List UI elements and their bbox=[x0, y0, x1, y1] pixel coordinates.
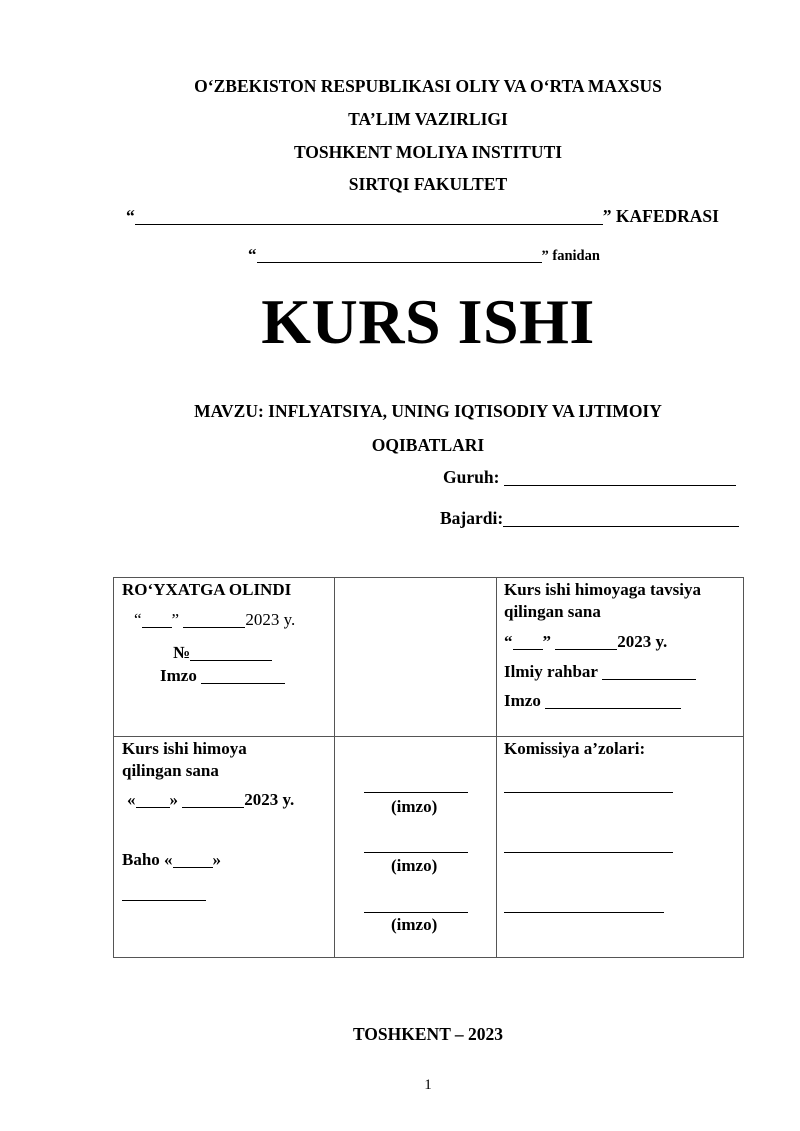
defended-title-2: qilingan sana bbox=[122, 761, 219, 780]
institute-name: TOSHKENT MOLIYA INSTITUTI bbox=[293, 142, 563, 162]
topic-line-2: OQIBATLARI bbox=[371, 435, 485, 455]
recommended-signature: Imzo bbox=[504, 691, 681, 711]
group-blank bbox=[504, 485, 736, 486]
signature-label-1: (imzo) bbox=[391, 797, 438, 816]
signature-line-1 bbox=[364, 775, 468, 795]
ministry-line-2: TA’LIM VAZIRLIGI bbox=[348, 109, 508, 129]
city-year: TOSHKENT – 2023 bbox=[352, 1024, 504, 1044]
registered-signature: Imzo bbox=[160, 666, 285, 686]
kafedra-blank bbox=[135, 224, 603, 225]
ministry-line-1: O‘ZBEKISTON RESPUBLIKASI OLIY VA O‘RTA MAXSUS bbox=[194, 76, 662, 96]
signatures-cell bbox=[335, 737, 497, 958]
topic-line-1: MAVZU: INFLYATSIYA, UNING IQTISODIY VA IJTIMOIY bbox=[194, 401, 662, 421]
signature-line-3 bbox=[364, 895, 468, 915]
document-title: KURS ISHI bbox=[261, 286, 595, 357]
registered-date: “ ” 2023 y. bbox=[134, 610, 296, 629]
recommended-supervisor: Ilmiy rahbar bbox=[504, 662, 696, 682]
recommended-title-1: Kurs ishi himoyaga tavsiya bbox=[504, 580, 701, 599]
author-field bbox=[440, 508, 739, 529]
signature-label-3: (imzo) bbox=[391, 915, 438, 934]
group-label: Guruh: bbox=[443, 467, 500, 487]
defended-cell bbox=[114, 737, 335, 958]
defended-date: « » 2023 y. bbox=[127, 790, 295, 809]
registered-title: RO‘YXATGA OLINDI bbox=[122, 580, 292, 599]
defended-grade-blank bbox=[122, 883, 206, 903]
empty-cell bbox=[335, 578, 497, 737]
subject-open-quote: “ bbox=[248, 245, 257, 264]
defended-grade: Baho « » bbox=[122, 850, 222, 869]
kafedra-line bbox=[126, 206, 719, 227]
faculty-name: SIRTQI FAKULTET bbox=[348, 174, 508, 194]
table-row bbox=[114, 737, 744, 958]
group-field bbox=[443, 467, 736, 488]
subject-blank bbox=[257, 262, 542, 263]
commission-line-2 bbox=[504, 835, 673, 855]
recommended-title-2: qilingan sana bbox=[504, 602, 601, 621]
subject-line bbox=[248, 245, 600, 265]
kafedra-suffix: ” KAFEDRASI bbox=[602, 206, 719, 226]
signature-label-2: (imzo) bbox=[391, 856, 438, 875]
signature-line-2 bbox=[364, 835, 468, 855]
kafedra-open-quote: “ bbox=[126, 206, 135, 226]
table-row bbox=[114, 578, 744, 737]
author-blank bbox=[503, 526, 739, 527]
approval-table bbox=[113, 577, 744, 958]
registered-number: № bbox=[173, 643, 272, 663]
commission-cell bbox=[497, 737, 744, 958]
commission-line-1 bbox=[504, 775, 673, 795]
registered-cell bbox=[114, 578, 335, 737]
page-number: 1 bbox=[424, 1077, 432, 1093]
subject-suffix: ” fanidan bbox=[541, 248, 600, 264]
commission-title: Komissiya a’zolari: bbox=[504, 739, 646, 758]
commission-line-3 bbox=[504, 895, 664, 915]
recommended-date: “ ” 2023 y. bbox=[504, 632, 668, 651]
defended-title-1: Kurs ishi himoya bbox=[122, 739, 247, 758]
author-label: Bajardi: bbox=[440, 508, 504, 528]
recommended-cell bbox=[497, 578, 744, 737]
